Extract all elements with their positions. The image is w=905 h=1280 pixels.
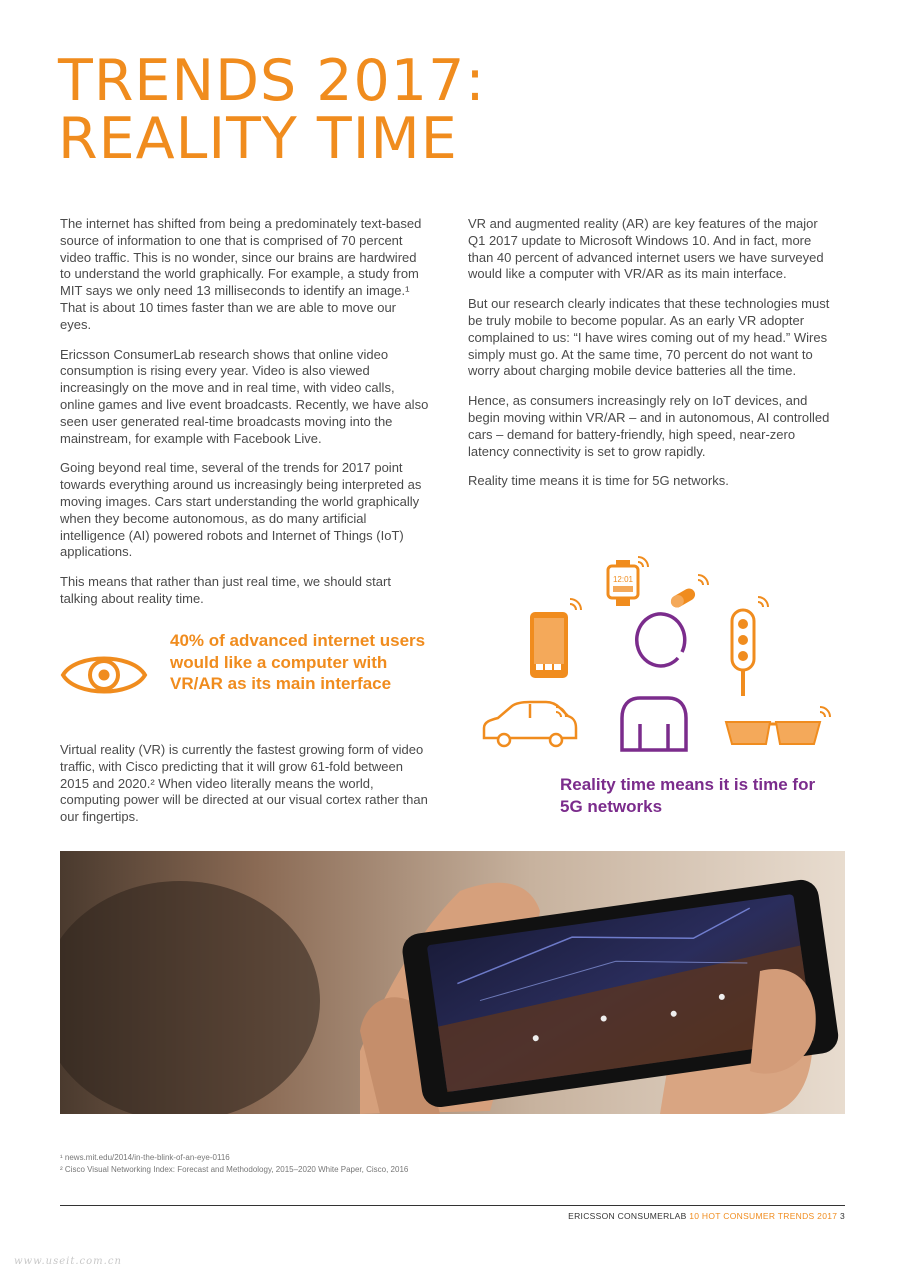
pill-icon	[669, 586, 698, 609]
paragraph: Ericsson ConsumerLab research shows that online video consumption is rising every year. Video is also viewed increasingly on the move and in real time, with video calls, online games and live event broadcasts. Recently, we have also seen user generated real-time broadcasts moving into the mainstream, for example with Facebook Live.	[60, 346, 429, 446]
paragraph: Reality time means it is time for 5G networks.	[468, 473, 729, 489]
page-footer	[568, 1211, 845, 1221]
footnote: ¹ news.mit.edu/2014/in-the-blink-of-an-eye-0116	[60, 1153, 230, 1162]
paragraph: Going beyond real time, several of the trends for 2017 point towards everything around us increasingly being interpreted as moving images. Cars start understanding the world graphically when they become autonomous, as do many artificial intelligence (AI) powered robots and Internet of Things (IoT) applications.	[60, 460, 422, 560]
right-column	[468, 216, 838, 503]
traffic-light-icon	[732, 610, 754, 696]
page-number: 3	[839, 1211, 845, 1221]
glasses-icon	[726, 722, 820, 744]
callout-box	[60, 630, 440, 720]
wireless-signal-icon	[556, 707, 566, 717]
person-icon	[622, 614, 686, 750]
footnotes	[60, 1152, 408, 1176]
title-line-2: REALITY TIME	[58, 106, 458, 172]
paragraph: This means that rather than just real time, we should start talking about reality time.	[60, 574, 391, 606]
left-column	[60, 216, 430, 621]
callout-text: 40% of advanced internet users would like a computer with VR/AR as its main interface	[170, 631, 426, 693]
wireless-signal-icon	[820, 707, 830, 717]
wireless-signal-icon	[758, 597, 768, 607]
page-title	[58, 48, 486, 172]
wireless-signal-icon	[698, 575, 708, 585]
smartphone-icon	[530, 612, 568, 678]
paragraph: Hence, as consumers increasingly rely on IoT devices, and begin moving within VR/AR – and in autonomous, AI controlled cars – demand for battery-friendly, high speed, near-zero latency connectivity is set to grow rapidly.	[468, 393, 830, 459]
footer-brand: ERICSSON CONSUMERLAB	[568, 1211, 687, 1221]
paragraph: VR and augmented reality (AR) are key features of the major Q1 2017 update to Microsoft Windows 10. And in fact, more than 40 percent of advanced internet users we have surveyed would like a computer with VR/AR as its main interface.	[468, 216, 824, 282]
wireless-signal-icon	[570, 599, 581, 610]
wireless-signal-icon	[638, 557, 648, 567]
title-line-1: TRENDS 2017:	[58, 48, 486, 114]
watermark: www.useit.com.cn	[14, 1256, 122, 1267]
paragraph: The internet has shifted from being a predominately text-based source of information to one that is comprised of 70 percent video traffic. This is no wonder, since our brains are hardwired to understand the world graphically. For example, a study from MIT says we only need 13 milliseconds to identify an image.¹ That is about 10 times faster than we are able to move our eyes.	[60, 216, 422, 332]
footnote: ² Cisco Visual Networking Index: Forecast and Methodology, 2015–2020 White Paper, Cisco, 2016	[60, 1165, 409, 1174]
eye-icon	[60, 648, 148, 702]
paragraph: But our research clearly indicates that these technologies must be truly mobile to become popular. As an early VR adopter complained to us: “I have wires coming out of my head.” Wires simply must go. At the same time, 70 percent do not want to worry about charging mobile device batteries all the time.	[468, 296, 830, 379]
illustration-caption: Reality time means it is time for 5G networks	[560, 775, 816, 816]
iot-illustration	[470, 556, 850, 766]
smartwatch-icon	[608, 560, 638, 606]
footer-report-title: 10 HOT CONSUMER TRENDS 2017	[689, 1211, 838, 1221]
footer-divider	[60, 1205, 845, 1206]
hands-holding-phone-photo	[60, 851, 845, 1114]
vr-paragraph: Virtual reality (VR) is currently the fastest growing form of video traffic, with Cisco predicting that it will grow 61-fold between 2015 and 2020.² When video literally means the world, computing power will be directed at our visual cortex rather than our fingertips.	[60, 742, 428, 825]
watch-time: 12:01	[612, 575, 634, 584]
